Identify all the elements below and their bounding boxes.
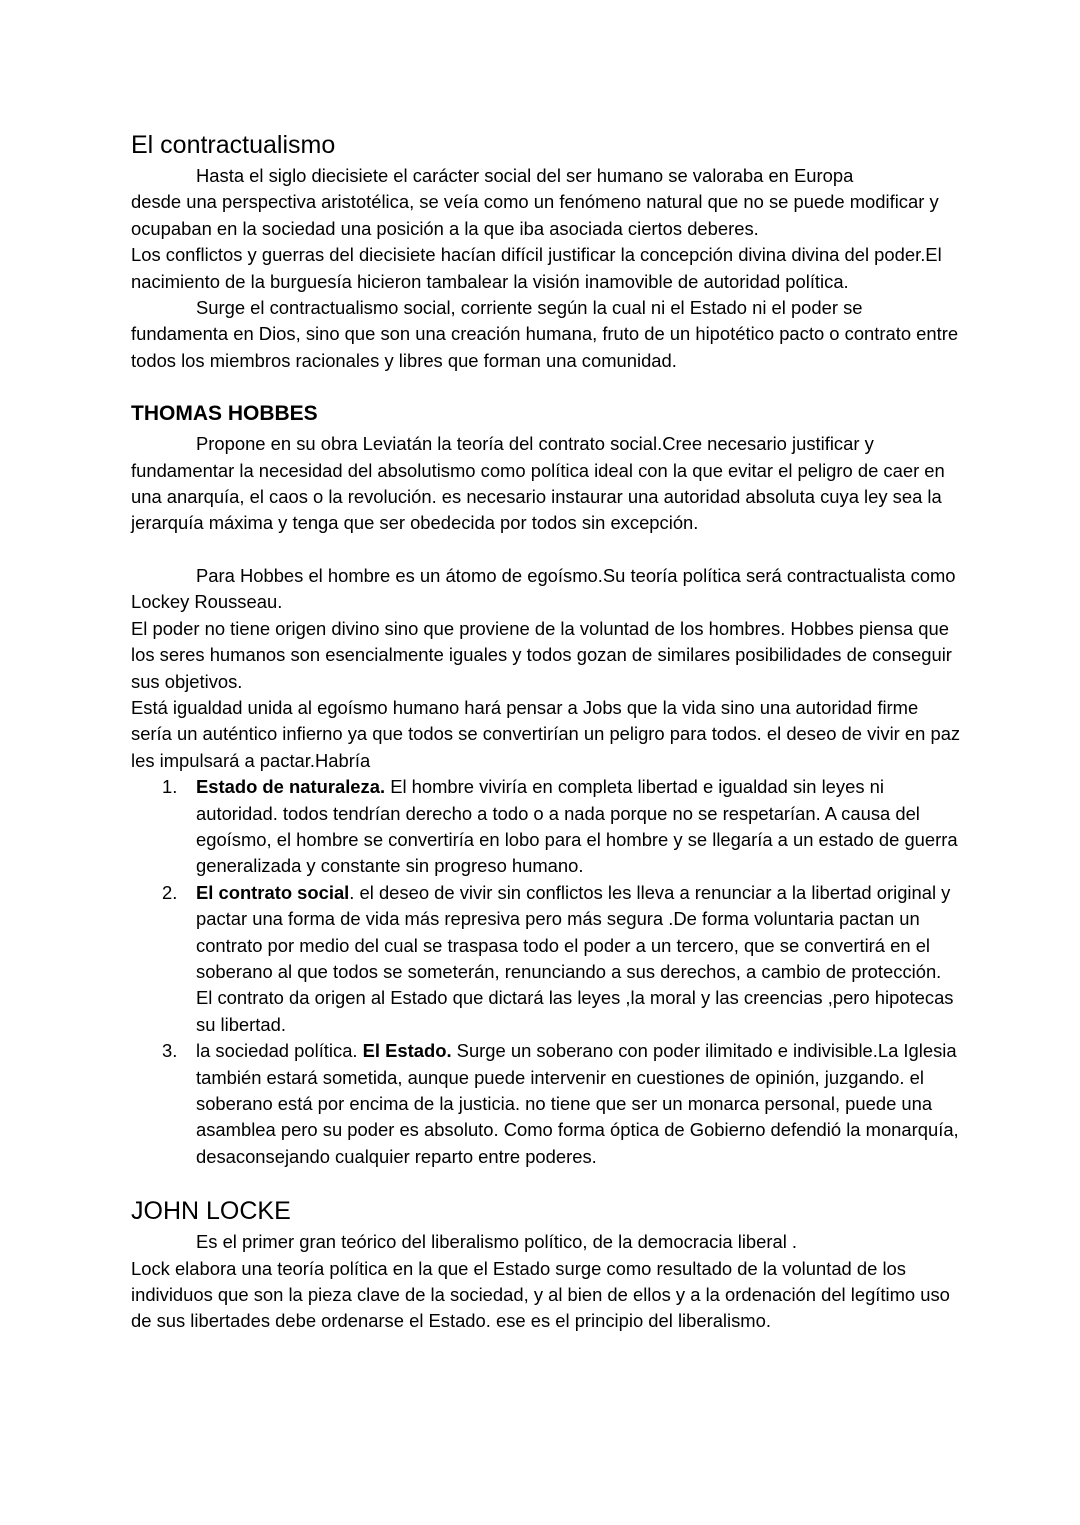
- document-page: [131, 130, 961, 1335]
- list-item: [131, 880, 961, 1038]
- list-item: [131, 1038, 961, 1170]
- list-item-heading: Estado de naturaleza.: [196, 776, 386, 798]
- list-item-heading: El contrato social: [196, 881, 350, 903]
- list-number: 3.: [162, 1040, 178, 1062]
- section-title-locke: JOHN LOCKE: [131, 1197, 291, 1226]
- paragraph: Surge el contractualismo social, corriente según la cual ni el Estado ni el poder se fundamenta en Dios, sino que son una creación humana, fruto de un hipotético pacto o contrato entre todos los miembros racionales y libres que forman una comunidad.: [131, 297, 959, 371]
- paragraph: Para Hobbes el hombre es un átomo de egoísmo.Su teoría política será contractualista como Lockey Rousseau.: [131, 564, 956, 613]
- paragraph-text: desde una perspectiva aristotélica, se veía como un fenómeno natural que no se puede modificar y ocupaban en la sociedad una posición a la que iba asociada ciertos deberes.: [131, 191, 939, 239]
- numbered-list: [131, 774, 961, 1170]
- spacer: [131, 1170, 961, 1196]
- paragraph: Propone en su obra Leviatán la teoría del contrato social.Cree necesario justificar y fundamentar la necesidad del absolutismo como política ideal con la que evitar el peligro de caer en una anarquía, el caos o la revolución. es necesario instaurar una autoridad absoluta cuya ley sea la jerarquía máxima y tenga que ser obedecida por todos sin excepción.: [131, 433, 945, 534]
- list-item-heading: El Estado.: [362, 1040, 452, 1062]
- list-item: [131, 774, 961, 880]
- paragraph-line: Hasta el siglo diecisiete el carácter social del ser humano se valoraba en Europa: [196, 165, 854, 186]
- section-title-hobbes: THOMAS HOBBES: [131, 402, 318, 426]
- paragraph: Los conflictos y guerras del diecisiete hacían difícil justificar la concepción divina divina del poder.El nacimiento de la burguesía hicieron tambalear la visión inamovible de autoridad política.: [131, 244, 942, 292]
- paragraph: Es el primer gran teórico del liberalismo político, de la democracia liberal .: [196, 1231, 798, 1253]
- list-number: 1.: [162, 776, 178, 798]
- spacer: [131, 374, 961, 401]
- list-item-text: . el deseo de vivir sin conflictos les lleva a renunciar a la libertad original y pactar una forma de vida más represiva pero más segura .De forma voluntaria pactan un contrato por medio del cual se traspasa todo el poder a un tercero, que se convertirá en el soberano al que todos se someterán, renunciando a sus derechos, a cambio de protección. El contrato da origen al Estado que dictará las leyes ,la moral y las creencias ,pero hipotecas su libertad.: [196, 881, 954, 1035]
- paragraph: El poder no tiene origen divino sino que proviene de la voluntad de los hombres. Hobbes piensa que los seres humanos son esencialmente iguales y todos gozan de similares posibilidades de conseguir sus objetivos.: [131, 617, 952, 692]
- paragraph: Está igualdad unida al egoísmo humano hará pensar a Jobs que la vida sino una autoridad firme sería un auténtico infierno ya que todos se convertirían un peligro para todos. el deseo de vivir en paz les impulsará a pactar.Habría: [131, 696, 961, 771]
- list-item-text: El hombre viviría en completa libertad e igualdad sin leyes ni autoridad. todos tendrían derecho a todo o a nada porque no se respetarían. A causa del egoísmo, el hombre se convertiría en lobo para el hombre y se llegaría a un estado de guerra generalizada y constante sin progreso humano.: [196, 776, 958, 877]
- list-item-prefix: la sociedad política.: [196, 1040, 363, 1062]
- section-title-contractualismo: El contractualismo: [131, 131, 336, 159]
- list-number: 2.: [162, 881, 178, 903]
- list-item-text: Surge un soberano con poder ilimitado e indivisible.La Iglesia también estará sometida, aunque puede intervenir en cuestiones de opinión, juzgando. el soberano está por encima de la justicia. no tiene que ser un monarca personal, puede una asamblea pero su poder es absoluto. Como forma óptica de Gobierno defendió la monarquía, desaconsejando cualquier reparto entre poderes.: [196, 1040, 959, 1167]
- paragraph: [131, 163, 961, 242]
- spacer: [131, 537, 961, 563]
- paragraph: Lock elabora una teoría política en la que el Estado surge como resultado de la voluntad de los individuos que son la pieza clave de la sociedad, y al bien de ellos y a la ordenación del legítimo uso de sus libertades debe ordenarse el Estado. ese es el principio del liberalismo.: [131, 1257, 950, 1332]
